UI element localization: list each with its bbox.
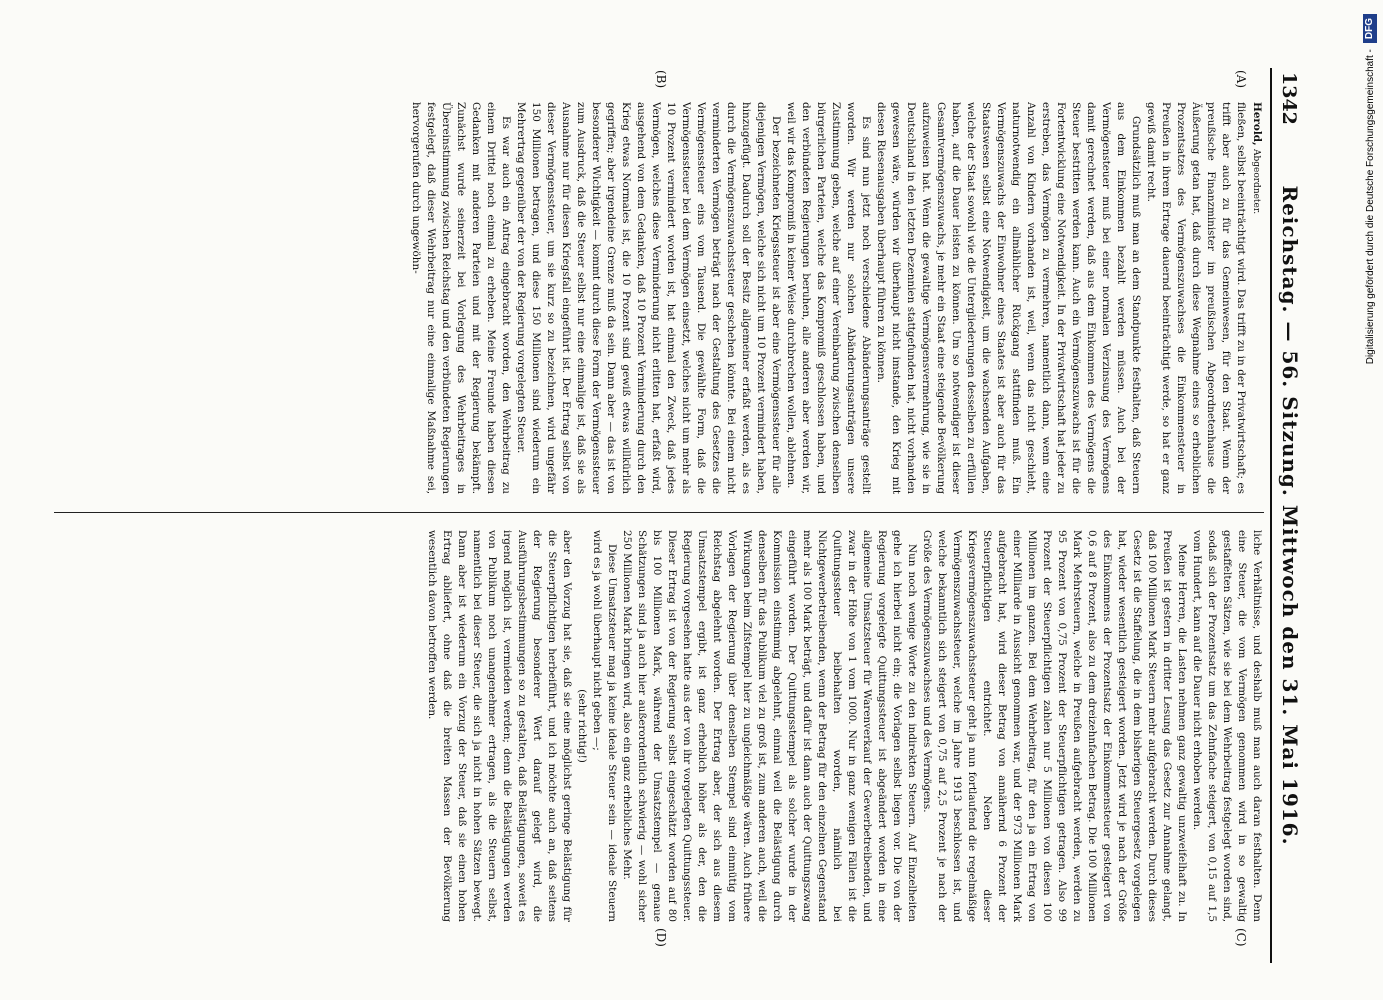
paragraph: Meine Herren, die Lasten nehmen ganz gewaltig unzweifelhaft zu. In Preußen ist gestern in dritter Lesung das Gesetz zur Annahme gelangt, daß 100 Millionen Mark Steuern mehr aufgebracht werden. Durch dieses Gesetz ist die Staffelung, die in dem bisherigen Steuergesetz vorgelegen hat, wieder wesentlich gesteigert worden. Jetzt wird je nach der Größe des Einkommens der Prozentsatz der Einkommensteuer gesteigert von 0,6 auf 8 Prozent, also zu dem dreizehnfachen Betrag. Die 100 Millionen Mark Mehrsteuern, welche in Preußen aufgebracht werden, werden zu 95 Prozent von 0,75 Prozent der Steuerpflichtigen getragen. Also 99 Prozent der Steuerpflichtigen zahlen nur 5 Millionen von diesen 100 Millionen im ganzen. Bei dem Wehrbeitrag, für den ja ein Ertrag von einer Milliarde in Aussicht genommen war, und der 973 Millionen Mark aufgebracht hat, wird dieser Betrag von annähernd 6 Prozent der Steuerpflichtigen entrichtet. Neben dieser Kriegsvermögenszuwachssteuer geht ja nun fortlaufend die regelmäßige Vermögenszuwachssteuer, welche im Jahre 1913 beschlossen ist, und welche bekanntlich sich steigert von 0,75 auf 2,5 Prozent je nach der Größe des Vermögenszuwachses und des Vermögens. [921, 530, 1188, 922]
margin-mark-c: (C) [1234, 928, 1248, 947]
page-title: Reichstag. — 56. Sitzung. Mittwoch den 31. Mai 1916. [1278, 185, 1302, 846]
credit-text-line [1363, 14, 1377, 774]
paragraph: Nun noch wenige Worte zu den indirekten Steuern. Auf Einzelheiten gehe ich hierbei nicht ein; die Vorlagen selbst liegen vor. Die von der Regierung vorgelegte Quittungssteuer ist abgeändert worden in eine allgemeine Umsatzsteuer für Warenverkauf der Gewerbetreibenden, und zwar in der Höhe von 1 vom 1000. Nur in ganz wenigen Fällen ist die Quittungssteuer beibehalten worden, nämlich bei Nichtgewerbetreibenden, wenn der Betrag für den einzelnen Gegenstand mehr als 100 Mark beträgt, und dafür ist dann auch der Quittungszwang eingeführt worden. Der Quittungsstempel als solcher wurde in der Kommission einstimmig abgelehnt, einmal weil die Belästigung durch denselben für das Publikum viel zu groß ist, zum anderen auch, weil die Wirkungen beim Zifstempel hier zu ungleichmäßige wären. Auch frühere Vorlagen der Regierung über denselben Stempel sind einmütig vom Reichstag abgelehnt worden. Der Ertrag aber, der sich aus diesem Umsatzstempel ergibt, ist ganz erheblich höher als der, den die Regierung vorgesehen hatte aus der von ihr vorgelegten Quittungssteuer. Dieser Ertrag ist von der Regierung selbst eingeschätzt worden auf 80 bis 100 Millionen Mark, während der Umsatzstempel — genaue Schätzungen sind ja auch hier außerordentlich schwierig — wohl sicher 250 Millionen Mark bringen wird, also ein ganz erhebliches Mehr. [621, 530, 918, 922]
page-header [1270, 68, 1308, 963]
left-column [52, 102, 1264, 494]
margin-mark-a: (A) [1234, 70, 1248, 89]
margin-mark-b: (B) [654, 70, 668, 89]
dfg-logo: DFG [1363, 14, 1377, 43]
interjection: (sehr richtig!) [576, 689, 588, 763]
speaker-name: Herold, [1251, 102, 1263, 146]
paragraph: Es sind nun jetzt noch verschiedene Abänderungsanträge gestellt worden. Wir werden nur solchen Abänderungsanträgen unsere Zustimmung geben, welche auf einer Vereinbarung zwischen denselben bürgerlichen Parteien, welche das Kompromiß geschlossen haben, und den verbündeten Regierungen beruhen, alle anderen aber werden wir, weil wir das Kompromiß in keiner Weise durchbrechen wollen, ablehnen. [785, 102, 872, 494]
page-number: 1342 [1278, 72, 1300, 125]
speaker-line [1248, 102, 1264, 494]
paragraph: Grundsätzlich muß man an dem Standpunkte festhalten, daß Steuern aus dem Einkommen bezahlt werden müssen. Auch bei der Vermögensteuer muß bei einer normalen Verzinsung des Vermögens damit gerechnet werden, daß aus dem Einkommen des Vermögens die Steuer bestritten werden kann. Auch ein Vermögenszuwachs ist für die Fortentwicklung eine Notwendigkeit. In der Privatwirtschaft hat jeder zu erstreben, das Vermögen zu vermehren, namentlich dann, wenn eine Anzahl von Kindern vorhanden ist, weil, wenn das nicht geschieht, naturnotwendig ein allmählicher Rückgang stattfinden muß. Ein Vermögenszuwachs der Einwohner eines Staates ist aber auch für das Staatswesen selbst eine Notwendigkeit, um die wachsenden Aufgaben, welche der Staat sowohl wie die Untergliederungen desselben zu erfüllen haben, auf die Dauer leisten zu können. Um so notwendiger ist dieser Gesamtvermögenszuwachs, je mehr ein Staat eine steigende Bevölkerung aufzuweisen hat. Wenn die gewaltige Vermögensvermehrung, wie sie in Deutschland in den letzten Dezennien stattgefunden hat, nicht vorhanden gewesen wäre, würden wir überhaupt nicht imstande, den Krieg mit diesen Riesenausgaben überhaupt führen zu können. [875, 102, 1142, 494]
credit-text: Digitalisierung gefördert durch die Deutsche Forschungsgemeinschaft - [1364, 49, 1376, 365]
column-divider [54, 512, 1264, 513]
margin-mark-d: (D) [654, 928, 668, 947]
paragraph: Diese Umsatzsteuer mag ja keine ideale Steuer sein — ideale Steuern wird es ja wohl überhaupt nicht geben —; [591, 530, 618, 922]
paragraph: liche Verhältnisse, und deshalb muß man auch daran festhalten. Denn eine Steuer, die vom Vermögen genommen wird in so gewaltig gestaffelten Sätzen, wie sie bei dem Wehrbeitrag festgelegt worden sind, sodaß sich der Prozentsatz um das Zehnfache steigert, von 0,15 auf 1,5 vom Hundert, kann auf die Dauer nicht erhoben werden. [1191, 530, 1263, 922]
digitization-credit [1363, 14, 1377, 774]
speaker-role: Abgeordneter. [1251, 148, 1261, 215]
paragraph: fließen, selbst beeinträchtigt wird. Das trifft zu in der Privatwirtschaft; es trifft aber auch zu für das Gemeinwesen, für den Staat. Wenn der preußische Finanzminister im preußischen Abgeordnetenhause die Äußerung getan hat, daß durch diese Wegnahme eines so erheblichen Prozentsatzes des Vermögenszuwachses die Einkommensteuer in Preußen in ihrem Ertrage dauernd beeinträchtigt werde, so hat er ganz gewiß damit recht. [1145, 102, 1247, 494]
right-column [52, 530, 1264, 922]
paragraph: Es war auch ein Antrag eingebracht worden, den Wehrbeitrag zu einem Drittel noch einmal zu erheben. Meine Freunde haben diesen Gedanken mit anderen Parteien und mit der Regierung bekämpft. Zunächst wurde seinerzeit bei Vorlegung des Wehrbeitrages in Übereinstimmung zwischen Reichstag und den verbündeten Regierungen festgelegt, daß dieser Wehrbeitrag nur eine einmalige Maßnahme sei, hervorgerufen durch ungewöhn- [410, 102, 512, 494]
document-page [46, 68, 1308, 963]
paragraph: aber den Vorzug hat sie, daß sie eine möglichst geringe Belästigung für die Steuerpflichtigen herbeiführt, und ich möchte auch an, daß seitens der Regierung besonderer Wert darauf gelegt wird, die Ausführungsbestimmungen so zu gestalten, daß Belästigungen, soweit es irgend möglich ist, vermieden werden; denn die Belästigungen werden von Publikum noch unangenehmer ertragen, als die Steuern selbst, namentlich bei dieser Steuer, die sich ja nicht in hohen Sätzen bewegt. Dann aber ist wiederum ein Vorzug der Steuer, daß sie einen hohen Ertrag abliefert, ohne daß die breiten Massen der Bevölkerung wesentlich davon betroffen werden. [426, 530, 573, 922]
paragraph: Der bezeichneten Kriegssteuer ist aber eine Vermögenssteuer für alle diejenigen Vermögen, welche sich nicht um 10 Prozent vermindert haben, hinzugefügt. Dadurch soll der Besitz allgemeiner erfaßt werden, als es durch die Vermögenszuwachssteuer geschehen könnte. Bei einem nicht verminderten Vermögen beträgt nach der Gestaltung des Gesetzes die Vermögenssteuer eins vom Tausend. Die gewählte Form, daß die Vermögenssteuer bei dem Vermögen einsetzt, welches nicht um mehr als 10 Prozent vermindert worden ist, hat einmal den Zweck, daß jedes Vermögen, welches diese Verminderung nicht erlitten hat, erfaßt wird, ausgehend von dem Gedanken, daß 10 Prozent Verminderung durch den Krieg etwas Normales ist, die 10 Prozent sind gewiß etwas willkürlich gegriffen; aber irgendeine Grenze muß da sein. Dann aber — das ist von besonderer Wichtigkeit — kommt durch diese Form der Vermögenssteuer zum Ausdruck, daß die Steuer selbst nur eine einmalige ist, daß sie als Ausnahme nur für diesen Kriegsfall eingeführt ist. Der Ertrag selbst von dieser Vermögenssteuer, um sie kurz so zu bezeichnen, wird ungefähr 150 Millionen betragen, und diese 150 Millionen sind wiederum ein Mehrertrag gegenüber der von der Regierung vorgelegten Steuer. [515, 102, 782, 494]
